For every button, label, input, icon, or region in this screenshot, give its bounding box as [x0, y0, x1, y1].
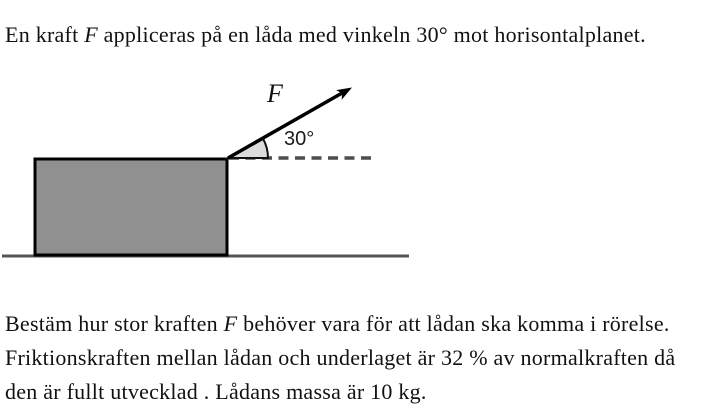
box	[35, 159, 227, 255]
problem-statement	[5, 21, 646, 49]
question-line1-post: behöver vara för att lådan ska komma i rörelse.	[237, 311, 670, 336]
angle-label: 30°	[284, 128, 315, 150]
question-line-2: Friktionskraften mellan lådan och underlaget är 32 % av normalkraften då	[5, 345, 676, 370]
force-diagram	[0, 60, 430, 270]
question-force-symbol-inline: F	[223, 311, 238, 336]
problem-question	[5, 307, 675, 409]
statement-post: appliceras på en låda med vinkeln 30° mot horisontalplanet.	[97, 22, 646, 47]
statement-pre: En kraft	[5, 22, 85, 47]
force-label: F	[267, 79, 283, 108]
question-line-1	[5, 307, 675, 341]
force-symbol-inline: F	[84, 22, 98, 47]
question-line1-pre: Bestäm hur stor kraften	[5, 311, 224, 336]
question-line-3: den är fullt utvecklad . Lådans massa är 10 kg.	[5, 379, 427, 404]
